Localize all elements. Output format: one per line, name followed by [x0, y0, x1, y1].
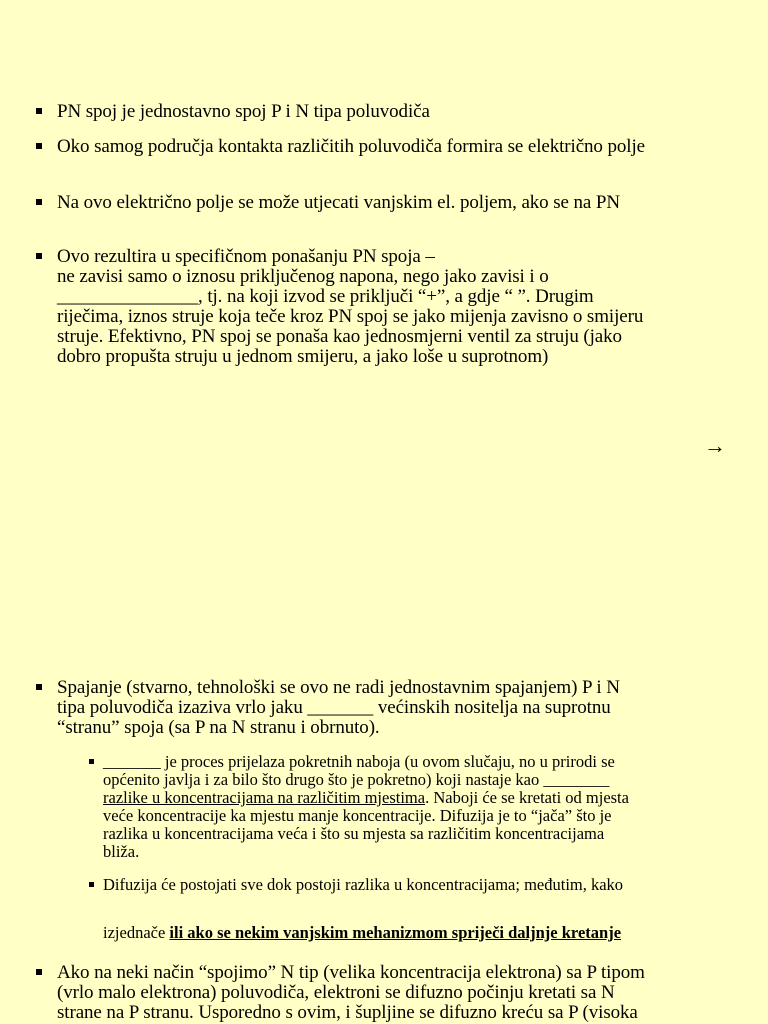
text-span: , tj. na koji izvod se priključi “+”, a gdje “ ”. Drugim — [198, 286, 594, 307]
text-line: Ako na neki način “spojimo” N tip (velika koncentracija elektrona) sa P tipom — [57, 962, 645, 983]
bullet-text-1: PN spoj je jednostavno spoj P i N tipa poluvodiča — [57, 101, 430, 122]
bullet-text-6 — [57, 963, 737, 1023]
underlined-text: razlike u koncentracijama na različitim mjestima — [103, 788, 426, 807]
text-line: veće koncentracije ka mjestu manje koncentracije. Difuzija je to “jača” što je — [103, 806, 612, 825]
text-line: Difuzija će postojati sve dok postoji razlika u koncentracijama; međutim, kako — [103, 875, 624, 894]
bullet-text-4 — [57, 247, 737, 367]
text-line — [103, 753, 723, 771]
bullet-marker — [36, 199, 42, 205]
text-line: (vrlo malo elektrona) poluvodiča, elektroni se difuzno počinju kretati sa N — [57, 982, 615, 1003]
emphasis-text: ili ako se nekim vanjskim mehanizmom spriječi daljnje kretanje — [169, 923, 622, 942]
bullet-text-5 — [57, 678, 737, 738]
blank-field: ________ — [543, 770, 610, 789]
text-span: većinskih nositelja na suprotnu — [377, 697, 611, 718]
blank-field: _______ — [307, 697, 374, 718]
text-line: dobro propušta struju u jednom smijeru, a jako loše u suprotnom) — [57, 346, 549, 367]
bullet-text-3: Na ovo električno polje se može utjecati vanjskim el. poljem, ako se na PN — [57, 192, 620, 213]
text-line — [57, 698, 737, 718]
text-span: tipa poluvodiča izaziva vrlo jaku — [57, 697, 303, 718]
bullet-text-2: Oko samog područja kontakta različitih poluvodiča formira se električno polje — [57, 136, 645, 157]
text-span: općenito javlja i za bilo što drugo što je pokretno) koji nastaje kao — [103, 770, 540, 789]
text-line: razlika u koncentracijama veća i što su mjesta sa različitim koncentracijama — [103, 824, 605, 843]
bullet-marker — [36, 969, 42, 975]
text-line — [57, 287, 737, 307]
sub-bullet-text-2 — [103, 876, 723, 942]
text-span: izjednače — [103, 923, 166, 942]
text-line: riječima, iznos struje koja teče kroz PN spoj se jako mijenja zavisno o smijeru — [57, 306, 644, 327]
text-line — [103, 789, 723, 807]
text-line — [103, 771, 723, 789]
sub-bullet-marker — [89, 759, 94, 764]
text-line: bliža. — [103, 842, 140, 861]
sub-bullet-marker — [89, 882, 94, 887]
text-line — [103, 924, 723, 942]
text-line: Spajanje (stvarno, tehnološki se ovo ne radi jednostavnim spajanjem) P i N — [57, 677, 620, 698]
bullet-marker — [36, 684, 42, 690]
bullet-marker — [36, 143, 42, 149]
blank-field: _______ — [103, 752, 161, 771]
arrow-right-icon: → — [704, 433, 726, 458]
text-span: . Naboji će se kretati od mjesta — [425, 788, 629, 807]
bullet-marker — [36, 108, 42, 114]
blank-field: _______________ — [57, 286, 199, 307]
text-line: ne zavisi samo o iznosu priključenog napona, nego jako zavisi i o — [57, 266, 549, 287]
text-line: Ovo rezultira u specifičnom ponašanju PN spoja – — [57, 246, 435, 267]
text-line: “stranu” spoja (sa P na N stranu i obrnuto). — [57, 717, 380, 738]
text-line: strane na P stranu. Usporedno s ovim, i šupljine se difuzno kreću sa P (visoka — [57, 1002, 638, 1023]
text-line: struje. Efektivno, PN spoj se ponaša kao jednosmjerni ventil za struju (jako — [57, 326, 622, 347]
bullet-marker — [36, 253, 42, 259]
text-span: je proces prijelaza pokretnih naboja (u ovom slučaju, no u prirodi se — [164, 752, 615, 771]
sub-bullet-text-1 — [103, 753, 723, 861]
